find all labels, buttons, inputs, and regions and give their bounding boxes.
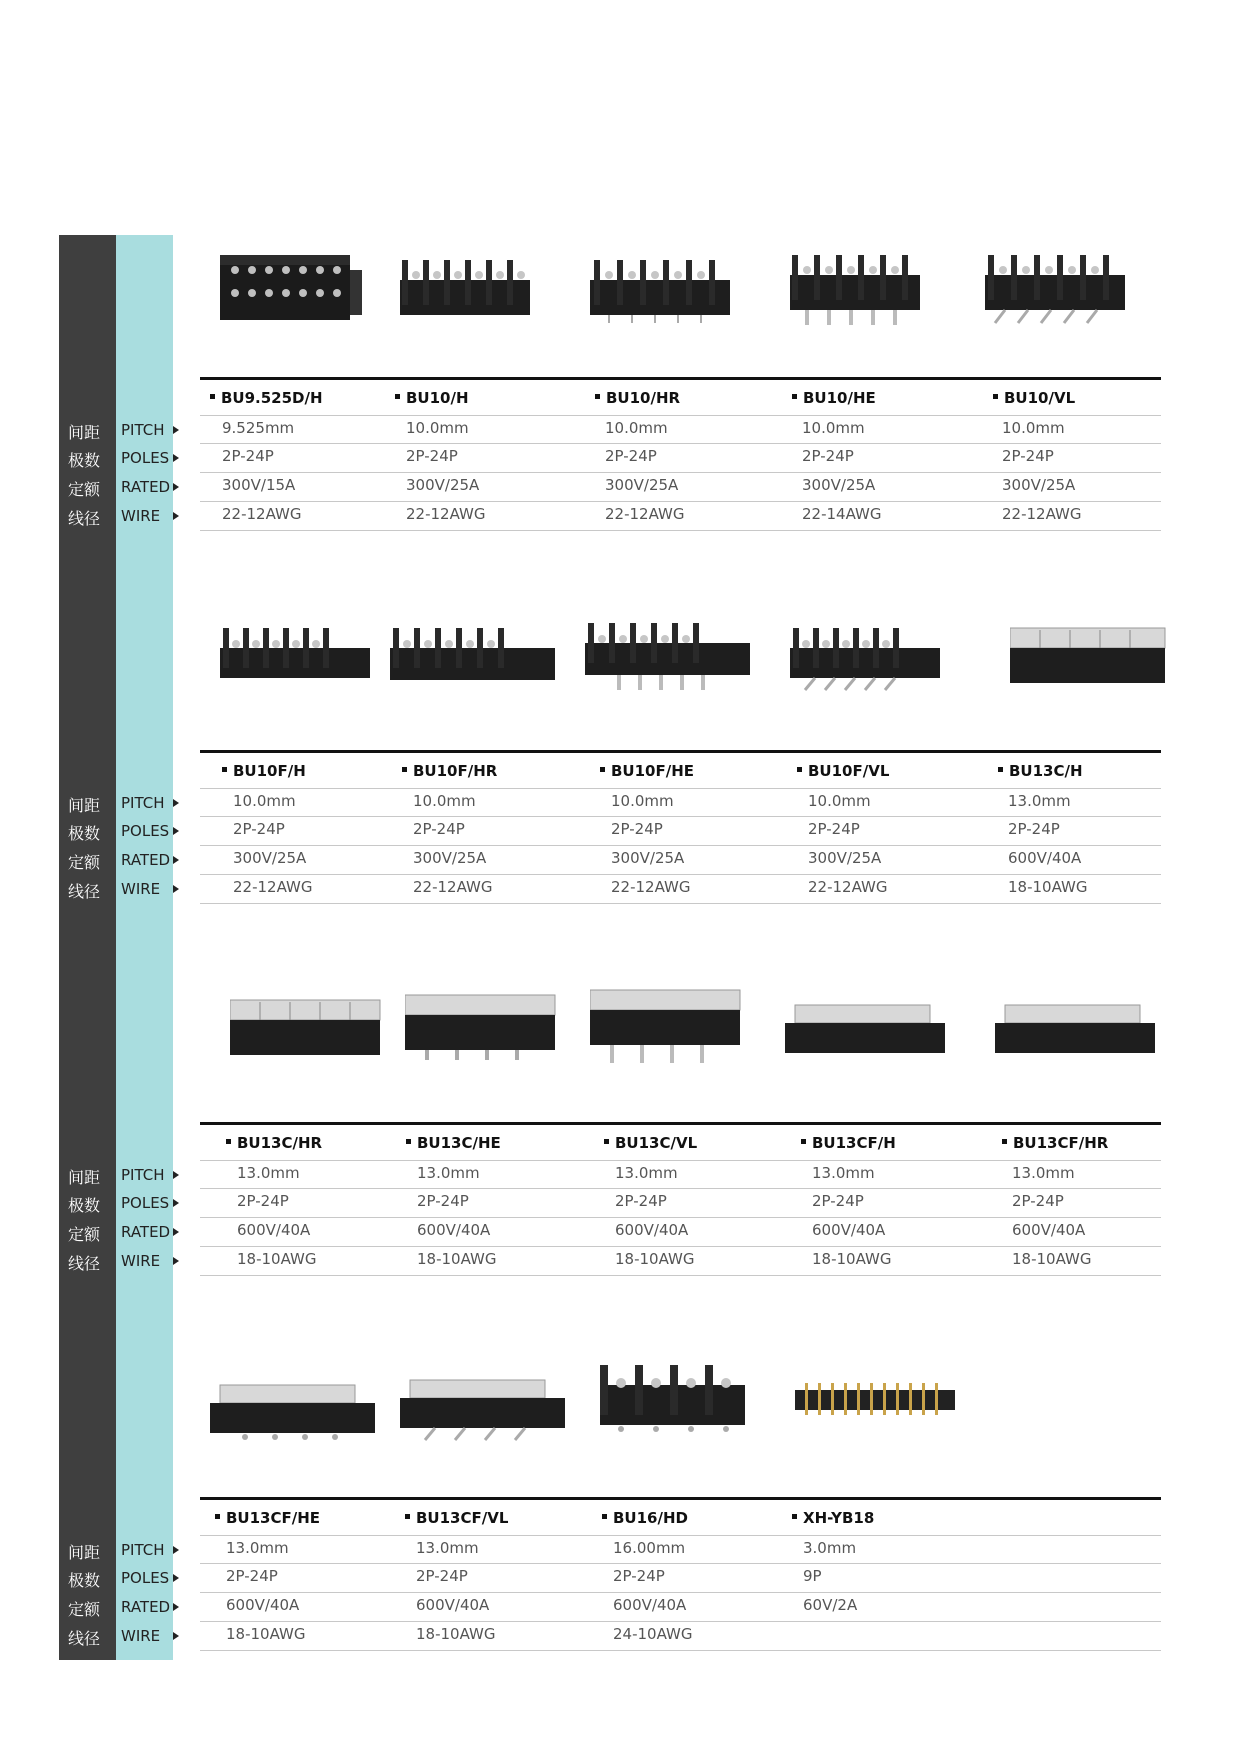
row-divider xyxy=(200,530,1161,531)
row-divider xyxy=(200,443,1161,444)
flanged-barrier-block-photo xyxy=(585,608,775,733)
row-label-text: RATED xyxy=(121,1598,171,1616)
spec-value: 300V/25A xyxy=(802,476,876,494)
spec-value: 300V/25A xyxy=(611,849,685,867)
row-label-en xyxy=(121,449,181,467)
row-label-text: POLES xyxy=(121,1569,170,1587)
spec-value: 13.0mm xyxy=(615,1164,678,1182)
barrier-terminal-block-photo xyxy=(390,235,580,360)
arrow-right-icon xyxy=(173,856,179,864)
model-name: BU16/HD xyxy=(602,1509,688,1527)
arrow-right-icon xyxy=(173,1199,179,1207)
row-divider xyxy=(200,1246,1161,1247)
row-label-en xyxy=(121,1252,181,1270)
spec-value: 2P-24P xyxy=(237,1192,289,1210)
spec-value: 300V/25A xyxy=(1002,476,1076,494)
spec-value: 22-12AWG xyxy=(222,505,302,523)
row-divider xyxy=(200,816,1161,817)
flanged-barrier-block-photo xyxy=(785,608,975,733)
spec-value: 9.525mm xyxy=(222,419,295,437)
row-label-cn: 线径 xyxy=(68,882,101,901)
spec-value: 18-10AWG xyxy=(615,1250,695,1268)
spec-value: 10.0mm xyxy=(406,419,469,437)
spec-value: 10.0mm xyxy=(605,419,668,437)
row-divider xyxy=(200,1188,1161,1189)
model-name: BU10F/VL xyxy=(797,762,889,780)
spec-value: 2P-24P xyxy=(611,820,663,838)
spec-value: 2P-24P xyxy=(222,447,274,465)
covered-flanged-block-photo xyxy=(400,1355,590,1480)
photo-strip xyxy=(195,608,1195,733)
row-label-text: RATED xyxy=(121,851,171,869)
model-name: BU10/VL xyxy=(993,389,1075,407)
covered-barrier-block-photo xyxy=(405,980,595,1105)
row-divider xyxy=(200,1563,1161,1564)
spec-value: 600V/40A xyxy=(417,1221,491,1239)
spec-value: 10.0mm xyxy=(611,792,674,810)
photo-strip xyxy=(195,235,1195,360)
spec-value: 600V/40A xyxy=(1012,1221,1086,1239)
spec-value: 22-12AWG xyxy=(233,878,313,896)
spec-value: 300V/15A xyxy=(222,476,296,494)
row-label-cn: 极数 xyxy=(68,1571,101,1590)
spec-value: 2P-24P xyxy=(605,447,657,465)
spec-value: 300V/25A xyxy=(413,849,487,867)
arrow-right-icon xyxy=(173,827,179,835)
spec-value: 22-12AWG xyxy=(1002,505,1082,523)
row-label-en xyxy=(121,1541,181,1559)
model-name: BU13C/VL xyxy=(604,1134,697,1152)
row-label-text: POLES xyxy=(121,449,170,467)
spec-value: 2P-24P xyxy=(812,1192,864,1210)
model-name: BU13C/HE xyxy=(406,1134,501,1152)
model-name: BU13CF/HR xyxy=(1002,1134,1108,1152)
product-section-1 xyxy=(0,235,1240,565)
covered-flanged-block-photo xyxy=(995,980,1185,1105)
row-divider xyxy=(200,415,1161,416)
barrier-terminal-block-photo xyxy=(985,235,1175,360)
row-divider xyxy=(200,472,1161,473)
spec-value: 2P-24P xyxy=(417,1192,469,1210)
model-name: BU10/HE xyxy=(792,389,876,407)
row-divider xyxy=(200,1592,1161,1593)
row-label-cn: 间距 xyxy=(68,1543,101,1562)
spec-value: 18-10AWG xyxy=(237,1250,317,1268)
row-label-cn: 极数 xyxy=(68,1196,101,1215)
section-top-rule xyxy=(200,750,1161,753)
row-label-en xyxy=(121,478,181,496)
model-name: BU13CF/HE xyxy=(215,1509,320,1527)
row-label-en xyxy=(121,1598,181,1616)
row-label-en xyxy=(121,1194,181,1212)
row-label-text: PITCH xyxy=(121,421,165,439)
spec-value: 13.0mm xyxy=(237,1164,300,1182)
spec-value: 13.0mm xyxy=(812,1164,875,1182)
covered-barrier-block-photo xyxy=(230,980,420,1105)
spec-value: 300V/25A xyxy=(233,849,307,867)
row-label-cn: 间距 xyxy=(68,796,101,815)
spec-value: 2P-24P xyxy=(413,820,465,838)
section-top-rule xyxy=(200,377,1161,380)
row-label-cn: 线径 xyxy=(68,1629,101,1648)
row-label-cn: 线径 xyxy=(68,1254,101,1273)
arrow-right-icon xyxy=(173,1257,179,1265)
row-label-cn: 间距 xyxy=(68,423,101,442)
model-name: BU13CF/H xyxy=(801,1134,896,1152)
flanged-barrier-block-photo xyxy=(390,608,580,733)
spec-value: 600V/40A xyxy=(237,1221,311,1239)
spec-value: 60V/2A xyxy=(803,1596,858,1614)
row-label-text: WIRE xyxy=(121,880,161,898)
row-label-cn: 定额 xyxy=(68,480,101,499)
spec-value: 600V/40A xyxy=(416,1596,490,1614)
row-divider xyxy=(200,1217,1161,1218)
row-divider xyxy=(200,788,1161,789)
product-section-4 xyxy=(0,1355,1240,1685)
row-divider xyxy=(200,1275,1161,1276)
section-top-rule xyxy=(200,1122,1161,1125)
spec-value: 13.0mm xyxy=(417,1164,480,1182)
row-divider xyxy=(200,845,1161,846)
row-label-text: POLES xyxy=(121,822,170,840)
barrier-terminal-block-photo xyxy=(590,235,780,360)
spec-value: 2P-24P xyxy=(808,820,860,838)
row-divider xyxy=(200,1535,1161,1536)
row-label-cn: 定额 xyxy=(68,1225,101,1244)
spec-value: 600V/40A xyxy=(1008,849,1082,867)
spec-value: 22-12AWG xyxy=(611,878,691,896)
barrier-terminal-block-photo xyxy=(595,1355,785,1480)
model-name: BU9.525D/H xyxy=(210,389,323,407)
spec-value: 10.0mm xyxy=(1002,419,1065,437)
row-label-text: WIRE xyxy=(121,1252,161,1270)
spec-value: 300V/25A xyxy=(406,476,480,494)
spec-value: 13.0mm xyxy=(416,1539,479,1557)
spec-value: 600V/40A xyxy=(226,1596,300,1614)
flanged-barrier-block-photo xyxy=(215,608,405,733)
arrow-right-icon xyxy=(173,799,179,807)
barrier-terminal-block-photo xyxy=(785,235,975,360)
spec-value: 22-12AWG xyxy=(808,878,888,896)
row-label-en xyxy=(121,1569,181,1587)
row-label-cn: 线径 xyxy=(68,509,101,528)
row-label-en xyxy=(121,1166,181,1184)
double-row-terminal-block-photo xyxy=(205,235,395,360)
arrow-right-icon xyxy=(173,512,179,520)
row-label-text: PITCH xyxy=(121,1166,165,1184)
row-label-text: PITCH xyxy=(121,794,165,812)
model-name: BU10F/H xyxy=(222,762,306,780)
spec-value: 18-10AWG xyxy=(416,1625,496,1643)
spec-value: 3.0mm xyxy=(803,1539,857,1557)
model-name: BU13C/HR xyxy=(226,1134,322,1152)
row-divider xyxy=(200,501,1161,502)
spec-value: 22-12AWG xyxy=(406,505,486,523)
spec-value: 10.0mm xyxy=(413,792,476,810)
arrow-right-icon xyxy=(173,1632,179,1640)
photo-strip xyxy=(195,1355,1195,1480)
row-label-text: RATED xyxy=(121,478,171,496)
covered-flanged-block-photo xyxy=(210,1355,400,1480)
row-label-en xyxy=(121,507,181,525)
section-top-rule xyxy=(200,1497,1161,1500)
row-label-text: WIRE xyxy=(121,507,161,525)
row-label-en xyxy=(121,794,181,812)
model-name: BU10/HR xyxy=(595,389,680,407)
model-name: XH-YB18 xyxy=(792,1509,874,1527)
pin-header-connector-photo xyxy=(790,1355,980,1480)
spec-value: 24-10AWG xyxy=(613,1625,693,1643)
spec-value: 22-14AWG xyxy=(802,505,882,523)
spec-value: 9P xyxy=(803,1567,822,1585)
arrow-right-icon xyxy=(173,1546,179,1554)
covered-barrier-block-photo xyxy=(1010,608,1200,733)
product-section-3 xyxy=(0,980,1240,1310)
spec-value: 18-10AWG xyxy=(812,1250,892,1268)
spec-value: 18-10AWG xyxy=(226,1625,306,1643)
spec-value: 2P-24P xyxy=(1012,1192,1064,1210)
covered-barrier-block-photo xyxy=(590,980,780,1105)
spec-value: 2P-24P xyxy=(613,1567,665,1585)
model-name: BU10F/HE xyxy=(600,762,694,780)
arrow-right-icon xyxy=(173,426,179,434)
arrow-right-icon xyxy=(173,1228,179,1236)
spec-value: 600V/40A xyxy=(615,1221,689,1239)
model-name: BU13C/H xyxy=(998,762,1083,780)
spec-value: 300V/25A xyxy=(808,849,882,867)
spec-value: 2P-24P xyxy=(1008,820,1060,838)
row-label-text: WIRE xyxy=(121,1627,161,1645)
arrow-right-icon xyxy=(173,1603,179,1611)
row-label-text: RATED xyxy=(121,1223,171,1241)
model-name: BU13CF/VL xyxy=(405,1509,508,1527)
row-label-en xyxy=(121,1627,181,1645)
model-name: BU10/H xyxy=(395,389,469,407)
spec-value: 10.0mm xyxy=(808,792,871,810)
spec-value: 2P-24P xyxy=(416,1567,468,1585)
covered-flanged-block-photo xyxy=(785,980,975,1105)
spec-value: 13.0mm xyxy=(1012,1164,1075,1182)
spec-value: 2P-24P xyxy=(1002,447,1054,465)
row-divider xyxy=(200,1621,1161,1622)
spec-value: 600V/40A xyxy=(812,1221,886,1239)
spec-value: 22-12AWG xyxy=(605,505,685,523)
arrow-right-icon xyxy=(173,483,179,491)
spec-value: 300V/25A xyxy=(605,476,679,494)
arrow-right-icon xyxy=(173,1171,179,1179)
row-divider xyxy=(200,1650,1161,1651)
spec-value: 18-10AWG xyxy=(1008,878,1088,896)
spec-value: 16.00mm xyxy=(613,1539,686,1557)
row-label-cn: 间距 xyxy=(68,1168,101,1187)
row-label-en xyxy=(121,421,181,439)
spec-value: 13.0mm xyxy=(1008,792,1071,810)
spec-value: 2P-24P xyxy=(406,447,458,465)
arrow-right-icon xyxy=(173,1574,179,1582)
photo-strip xyxy=(195,980,1195,1105)
spec-value: 13.0mm xyxy=(226,1539,289,1557)
product-section-2 xyxy=(0,608,1240,938)
spec-value: 22-12AWG xyxy=(413,878,493,896)
row-label-en xyxy=(121,822,181,840)
arrow-right-icon xyxy=(173,454,179,462)
spec-value: 600V/40A xyxy=(613,1596,687,1614)
row-label-en xyxy=(121,851,181,869)
row-divider xyxy=(200,903,1161,904)
spec-value: 2P-24P xyxy=(615,1192,667,1210)
row-divider xyxy=(200,1160,1161,1161)
row-label-cn: 极数 xyxy=(68,451,101,470)
row-label-en xyxy=(121,1223,181,1241)
row-label-text: POLES xyxy=(121,1194,170,1212)
row-label-cn: 定额 xyxy=(68,853,101,872)
row-label-text: PITCH xyxy=(121,1541,165,1559)
spec-value: 2P-24P xyxy=(226,1567,278,1585)
spec-value: 2P-24P xyxy=(802,447,854,465)
model-name: BU10F/HR xyxy=(402,762,497,780)
spec-value: 10.0mm xyxy=(233,792,296,810)
row-label-cn: 定额 xyxy=(68,1600,101,1619)
spec-value: 18-10AWG xyxy=(1012,1250,1092,1268)
row-label-en xyxy=(121,880,181,898)
spec-value: 2P-24P xyxy=(233,820,285,838)
row-label-cn: 极数 xyxy=(68,824,101,843)
spec-value: 10.0mm xyxy=(802,419,865,437)
spec-value: 18-10AWG xyxy=(417,1250,497,1268)
row-divider xyxy=(200,874,1161,875)
arrow-right-icon xyxy=(173,885,179,893)
